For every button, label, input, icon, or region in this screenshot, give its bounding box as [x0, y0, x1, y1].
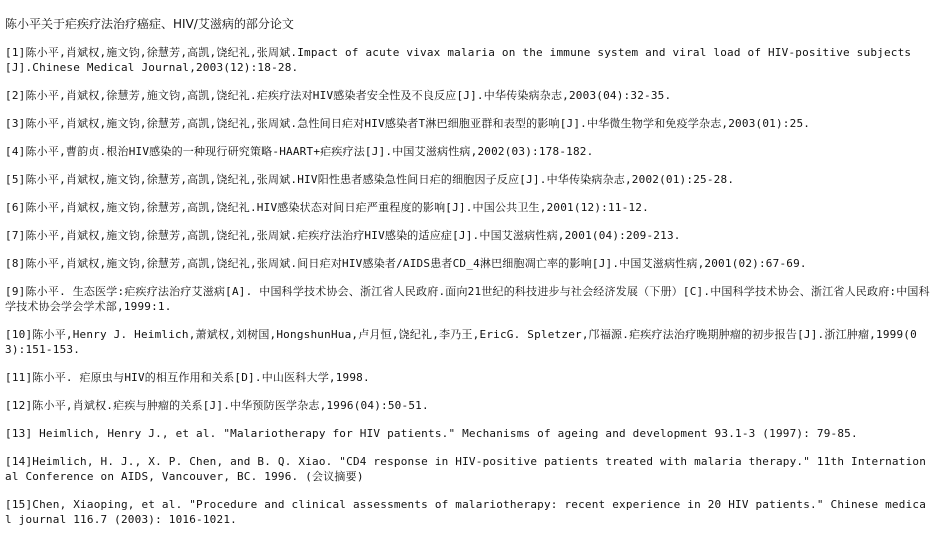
reference-text: [12]陈小平,肖斌权.疟疾与肿瘤的关系[J].中华预防医学杂志,1996(04):50-51.	[5, 399, 429, 412]
reference-text: [11]陈小平. 疟原虫与HIV的相互作用和关系[D].中山医科大学,1998.	[5, 371, 370, 384]
reference-list	[5, 45, 930, 527]
reference-5	[5, 172, 930, 187]
reference-15	[5, 497, 930, 527]
reference-text: [14]Heimlich, H. J., X. P. Chen, and B. Q. Xiao. "CD4 response in HIV-positive patients treated with malaria therapy." 11th International Conference on AIDS, Vancouver, BC. 1996. (会议摘要)	[5, 455, 927, 483]
reference-text: [9]陈小平. 生态医学:疟疾疗法治疗艾滋病[A]. 中国科学技术协会、浙江省人民政府.面向21世纪的科技进步与社会经济发展（下册）[C].中国科学技术协会、浙江省人民政府:中国科学技术协会学会学术部,1999:1.	[5, 285, 930, 313]
reference-11	[5, 370, 930, 385]
reference-1	[5, 45, 930, 75]
reference-text: [15]Chen, Xiaoping, et al. "Procedure and clinical assessments of malariotherapy: recent experience in 20 HIV patients." Chinese medical journal 116.7 (2003): 1016-1021.	[5, 498, 927, 526]
reference-9	[5, 284, 930, 314]
reference-3	[5, 116, 930, 131]
reference-text: [10]陈小平,Henry J. Heimlich,萧斌权,刘树国,HongshunHua,卢月恒,饶纪礼,李乃王,EricG. Spletzer,邝福源.疟疾疗法治疗晚期肿瘤的初步报告[J].浙江肿瘤,1999(03):151-153.	[5, 328, 917, 356]
reference-text: [2]陈小平,肖斌权,徐慧芳,施文钧,高凯,饶纪礼.疟疾疗法对HIV感染者安全性及不良反应[J].中华传染病杂志,2003(04):32-35.	[5, 89, 672, 102]
reference-text: [13] Heimlich, Henry J., et al. "Malariotherapy for HIV patients." Mechanisms of ageing and development 93.1-3 (1997): 79-85.	[5, 427, 858, 440]
reference-text: [8]陈小平,肖斌权,施文钧,徐慧芳,高凯,饶纪礼,张周斌.间日疟对HIV感染者/AIDS患者CD_4淋巴细胞凋亡率的影响[J].中国艾滋病性病,2001(02):67-69.	[5, 257, 807, 270]
reference-text: [5]陈小平,肖斌权,施文钧,徐慧芳,高凯,饶纪礼,张周斌.HIV阳性患者感染急性间日疟的细胞因子反应[J].中华传染病杂志,2002(01):25-28.	[5, 173, 735, 186]
reference-8	[5, 256, 930, 271]
document-title: 陈小平关于疟疾疗法治疗癌症、HIV/艾滋病的部分论文	[5, 17, 294, 31]
reference-10	[5, 327, 930, 357]
reference-text: [4]陈小平,曹韵贞.根治HIV感染的一种现行研究策略-HAART+疟疾疗法[J].中国艾滋病性病,2002(03):178-182.	[5, 145, 594, 158]
reference-14	[5, 454, 930, 484]
reference-6	[5, 200, 930, 215]
reference-text: [1]陈小平,肖斌权,施文钧,徐慧芳,高凯,饶纪礼,张周斌.Impact of acute vivax malaria on the immune system and viral load of HIV-positive subjects[J].Chinese Medical Journal,2003(12):18-28.	[5, 46, 912, 74]
reference-2	[5, 88, 930, 103]
reference-7	[5, 228, 930, 243]
reference-13	[5, 426, 930, 441]
reference-text: [3]陈小平,肖斌权,施文钧,徐慧芳,高凯,饶纪礼,张周斌.急性间日疟对HIV感染者T淋巴细胞亚群和表型的影响[J].中华微生物学和免疫学杂志,2003(01):25.	[5, 117, 811, 130]
reference-text: [6]陈小平,肖斌权,施文钧,徐慧芳,高凯,饶纪礼.HIV感染状态对间日疟严重程度的影响[J].中国公共卫生,2001(12):11-12.	[5, 201, 649, 214]
reference-4	[5, 144, 930, 159]
reference-text: [7]陈小平,肖斌权,施文钧,徐慧芳,高凯,饶纪礼,张周斌.疟疾疗法治疗HIV感染的适应症[J].中国艾滋病性病,2001(04):209-213.	[5, 229, 681, 242]
reference-12	[5, 398, 930, 413]
